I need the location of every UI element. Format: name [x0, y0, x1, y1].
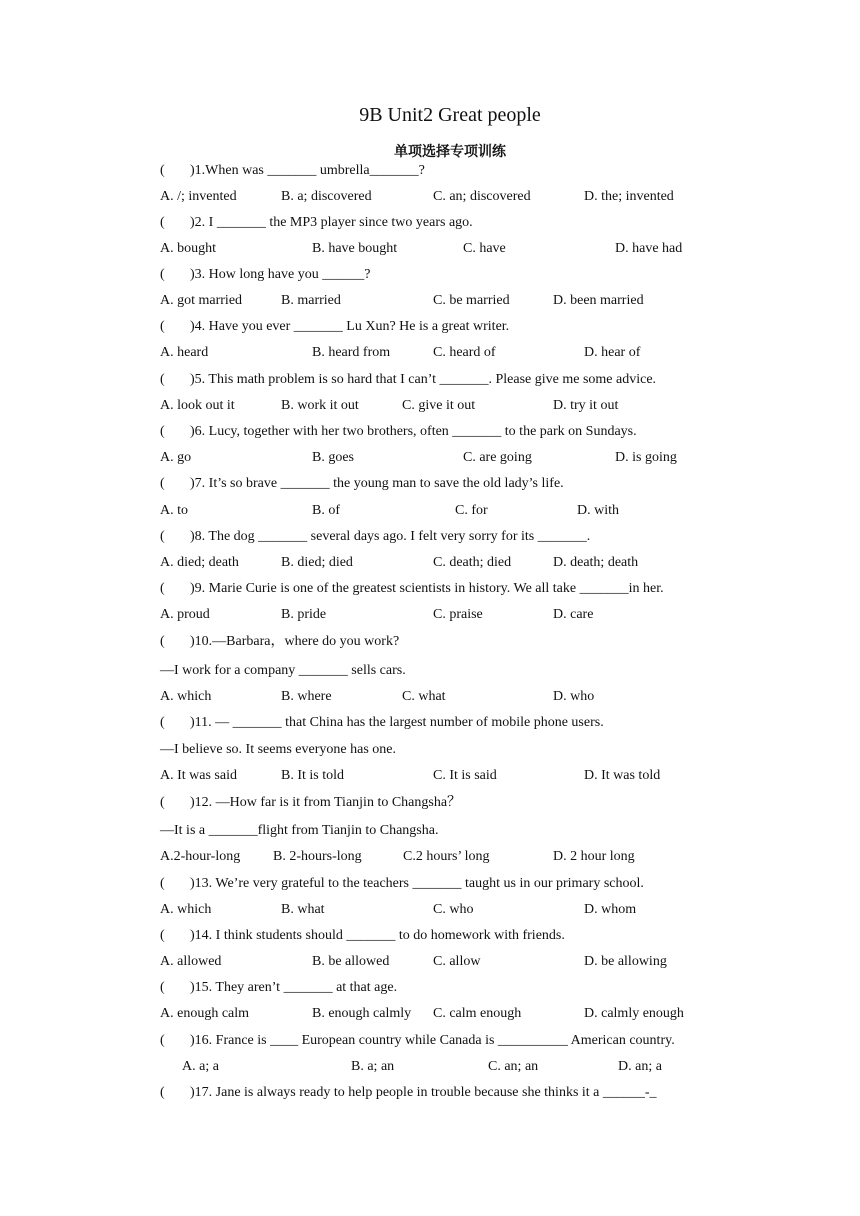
answer-option[interactable]: C. an; discovered: [433, 189, 531, 204]
answer-bracket[interactable]: (: [160, 581, 165, 596]
answer-bracket[interactable]: (: [160, 476, 165, 491]
question-text: )10.—Barbara，where do you work?: [190, 634, 400, 649]
answer-option[interactable]: A.2-hour-long: [160, 849, 241, 864]
answer-option[interactable]: D. calmly enough: [584, 1006, 684, 1021]
question-stem: [160, 162, 425, 180]
answer-option[interactable]: C. for: [455, 503, 488, 518]
answer-option[interactable]: C. have: [463, 241, 506, 256]
answer-option[interactable]: D. with: [577, 503, 619, 518]
answer-option[interactable]: B. married: [281, 293, 341, 308]
answer-option[interactable]: B. what: [281, 902, 325, 917]
question-stem: [160, 714, 604, 732]
answer-option[interactable]: A. It was said: [160, 768, 237, 783]
options-row: [160, 397, 780, 415]
question-stem: [160, 423, 637, 441]
answer-option[interactable]: A. a; a: [182, 1059, 219, 1074]
answer-option[interactable]: C. heard of: [433, 345, 496, 360]
answer-option[interactable]: A. proud: [160, 607, 210, 622]
question-stem: [160, 475, 564, 493]
options-row: [160, 240, 780, 258]
answer-option[interactable]: A. to: [160, 503, 188, 518]
question-text: )5. This math problem is so hard that I can’t _______. Please give me some advice.: [190, 372, 657, 387]
answer-option[interactable]: B. enough calmly: [312, 1006, 412, 1021]
question-text: )4. Have you ever _______ Lu Xun? He is a great writer.: [190, 319, 510, 334]
question-stem: [160, 794, 461, 812]
options-row: [160, 1058, 780, 1076]
answer-bracket[interactable]: (: [160, 424, 165, 439]
answer-bracket[interactable]: (: [160, 928, 165, 943]
answer-option[interactable]: A. look out it: [160, 398, 235, 413]
answer-option[interactable]: A. bought: [160, 241, 216, 256]
question-stem: [160, 528, 590, 546]
answer-bracket[interactable]: (: [160, 1033, 165, 1048]
question-text: )17. Jane is always ready to help people in trouble because she thinks it a ______-_: [190, 1085, 657, 1100]
question-text: )6. Lucy, together with her two brothers, often _______ to the park on Sundays.: [190, 424, 637, 439]
answer-option[interactable]: D. It was told: [584, 768, 661, 783]
options-row: [160, 502, 780, 520]
options-row: [160, 554, 780, 572]
question-text: )1.When was _______ umbrella_______?: [190, 163, 425, 178]
question-text: )15. They aren’t _______ at that age.: [190, 980, 398, 995]
answer-option[interactable]: B. heard from: [312, 345, 391, 360]
question-stem: [160, 927, 565, 945]
answer-option[interactable]: C. be married: [433, 293, 510, 308]
answer-option[interactable]: A. go: [160, 450, 192, 465]
question-text: )8. The dog _______ several days ago. I felt very sorry for its _______.: [190, 529, 591, 544]
answer-option[interactable]: D. death; death: [553, 555, 639, 570]
answer-bracket[interactable]: (: [160, 372, 165, 387]
answer-option[interactable]: D. have had: [615, 241, 683, 256]
answer-bracket[interactable]: (: [160, 319, 165, 334]
question-stem: [160, 1032, 675, 1050]
answer-option[interactable]: C. It is said: [433, 768, 497, 783]
answer-option[interactable]: D. 2 hour long: [553, 849, 635, 864]
answer-option[interactable]: C. are going: [463, 450, 532, 465]
answer-option[interactable]: B. a; discovered: [281, 189, 372, 204]
answer-option[interactable]: C.2 hours’ long: [403, 849, 490, 864]
answer-option[interactable]: D. who: [553, 689, 595, 704]
question-stem: [160, 214, 473, 232]
question-stem: [160, 580, 664, 598]
answer-option[interactable]: B. work it out: [281, 398, 359, 413]
answer-option[interactable]: B. pride: [281, 607, 327, 622]
options-row: [160, 688, 780, 706]
answer-option[interactable]: A. enough calm: [160, 1006, 250, 1021]
answer-option[interactable]: B. a; an: [351, 1059, 395, 1074]
question-text: )3. How long have you ______?: [190, 267, 371, 282]
question-text: )11. — _______ that China has the largest number of mobile phone users.: [190, 715, 604, 730]
question-stem: [160, 875, 644, 893]
answer-bracket[interactable]: (: [160, 529, 165, 544]
answer-bracket[interactable]: (: [160, 715, 165, 730]
dialogue-reply: —I believe so. It seems everyone has one.: [160, 742, 396, 757]
answer-bracket[interactable]: (: [160, 163, 165, 178]
answer-option[interactable]: C. praise: [433, 607, 483, 622]
page-subtitle: 单项选择专项训练: [394, 144, 506, 160]
answer-bracket[interactable]: (: [160, 876, 165, 891]
options-row: [160, 606, 780, 624]
options-row: [160, 767, 780, 785]
answer-option[interactable]: D. an; a: [618, 1059, 662, 1074]
answer-option[interactable]: C. calm enough: [433, 1006, 522, 1021]
answer-option[interactable]: A. heard: [160, 345, 209, 360]
question-text: )7. It’s so brave _______ the young man to save the old lady’s life.: [190, 476, 564, 491]
answer-option[interactable]: B. where: [281, 689, 332, 704]
dialogue-reply: —I work for a company _______ sells cars.: [160, 663, 406, 678]
answer-option[interactable]: D. is going: [615, 450, 677, 465]
question-stem: [160, 371, 656, 389]
answer-option[interactable]: A. got married: [160, 293, 243, 308]
options-row: [160, 848, 780, 866]
answer-option[interactable]: B. be allowed: [312, 954, 390, 969]
options-row: [160, 901, 780, 919]
options-row: [160, 449, 780, 467]
answer-option[interactable]: B. died; died: [281, 555, 353, 570]
question-text: )2. I _______ the MP3 player since two years ago.: [190, 215, 473, 230]
answer-option[interactable]: A. died; death: [160, 555, 239, 570]
answer-option[interactable]: D. care: [553, 607, 594, 622]
answer-option[interactable]: A. which: [160, 689, 212, 704]
answer-option[interactable]: B. goes: [312, 450, 354, 465]
question-stem: [160, 633, 399, 651]
answer-option[interactable]: C. allow: [433, 954, 481, 969]
answer-option[interactable]: B. of: [312, 503, 340, 518]
options-row: [160, 1005, 780, 1023]
answer-option[interactable]: D. hear of: [584, 345, 641, 360]
question-text: )12. —How far is it from Tianjin to Changsha？: [190, 795, 462, 810]
options-row: [160, 292, 780, 310]
answer-option[interactable]: C. an; an: [488, 1059, 539, 1074]
answer-option[interactable]: C. what: [402, 689, 446, 704]
answer-option[interactable]: A. allowed: [160, 954, 222, 969]
answer-option[interactable]: D. whom: [584, 902, 637, 917]
answer-bracket[interactable]: (: [160, 634, 165, 649]
question-stem: [160, 1084, 657, 1102]
answer-option[interactable]: C. give it out: [402, 398, 476, 413]
options-row: [160, 188, 780, 206]
question-text: )14. I think students should _______ to do homework with friends.: [190, 928, 565, 943]
question-stem: [160, 979, 397, 997]
answer-option[interactable]: D. be allowing: [584, 954, 667, 969]
answer-option[interactable]: C. who: [433, 902, 474, 917]
answer-option[interactable]: D. try it out: [553, 398, 619, 413]
question-stem: [160, 266, 370, 284]
answer-bracket[interactable]: (: [160, 1085, 165, 1100]
answer-option[interactable]: B. It is told: [281, 768, 345, 783]
answer-bracket[interactable]: (: [160, 267, 165, 282]
answer-bracket[interactable]: (: [160, 980, 165, 995]
page-title: 9B Unit2 Great people: [359, 104, 541, 126]
question-text: )9. Marie Curie is one of the greatest scientists in history. We all take _______in her.: [190, 581, 664, 596]
options-row: [160, 953, 780, 971]
answer-option[interactable]: A. which: [160, 902, 212, 917]
answer-bracket[interactable]: (: [160, 795, 165, 810]
answer-option[interactable]: A. /; invented: [160, 189, 237, 204]
answer-option[interactable]: B. 2-hours-long: [273, 849, 362, 864]
answer-option[interactable]: D. the; invented: [584, 189, 674, 204]
question-text: )16. France is ____ European country while Canada is __________ American country.: [190, 1033, 675, 1048]
dialogue-reply: —It is a _______flight from Tianjin to Changsha.: [160, 823, 439, 838]
answer-option[interactable]: B. have bought: [312, 241, 398, 256]
answer-option[interactable]: D. been married: [553, 293, 644, 308]
answer-option[interactable]: C. death; died: [433, 555, 512, 570]
question-stem: [160, 318, 509, 336]
options-row: [160, 344, 780, 362]
answer-bracket[interactable]: (: [160, 215, 165, 230]
question-text: )13. We’re very grateful to the teachers _______ taught us in our primary school.: [190, 876, 644, 891]
